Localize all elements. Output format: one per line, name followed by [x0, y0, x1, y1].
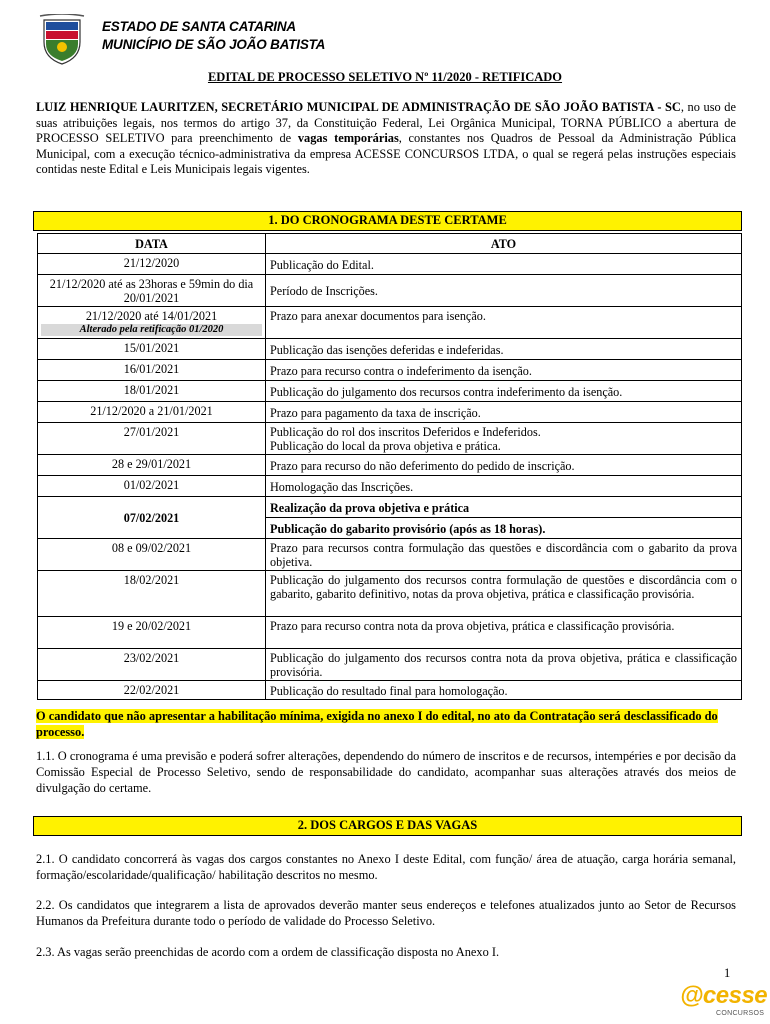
row-act: Prazo para recurso do não deferimento do pedido de inscrição. — [266, 455, 742, 476]
exam-act-2: Publicação do gabarito provisório (após as 18 horas). — [266, 518, 742, 539]
table-row — [38, 617, 742, 649]
row-date: 15/01/2021 — [38, 339, 266, 360]
table-row — [38, 423, 742, 455]
col-act-header: ATO — [266, 234, 742, 254]
table-header-row — [38, 234, 742, 254]
row-act: Prazo para anexar documentos para isenção. — [266, 307, 742, 339]
row-act: Publicação do rol dos inscritos Deferidos e Indeferidos. — [270, 425, 541, 439]
table-row — [38, 381, 742, 402]
table-row — [38, 476, 742, 497]
intro-bold-mid: vagas temporárias — [297, 131, 399, 146]
table-row — [38, 455, 742, 476]
row-act: Prazo para pagamento da taxa de inscrição. — [266, 402, 742, 423]
table-row — [38, 402, 742, 423]
row-date: 18/01/2021 — [38, 381, 266, 402]
row-act: Publicação do Edital. — [266, 254, 742, 275]
table-row-exam — [38, 497, 742, 518]
table-row — [38, 307, 742, 339]
row-act: Período de Inscrições. — [266, 275, 742, 307]
table-row — [38, 649, 742, 681]
row-act: Prazo para recurso contra o indeferimento da isenção. — [266, 360, 742, 381]
row-act-cell — [266, 423, 742, 455]
row-date: 21/12/2020 até as 23horas e 59min do dia 20/01/2021 — [38, 275, 266, 307]
habilitation-warning — [36, 708, 736, 740]
col-date-header: DATA — [38, 234, 266, 254]
row-act: Publicação do julgamento dos recursos contra formulação de questões e discordância com o gabarito, gabarito definitivo, notas da prova objetiva, prática e classificação provisória. — [266, 571, 742, 617]
row-date: 22/02/2021 — [38, 681, 266, 700]
row-act: Publicação do julgamento dos recursos contra indeferimento da isenção. — [266, 381, 742, 402]
schedule-table — [37, 233, 742, 700]
table-row — [38, 254, 742, 275]
intro-paragraph — [36, 100, 736, 178]
page-number: 1 — [724, 966, 731, 980]
document-title: EDITAL DE PROCESSO SELETIVO Nº 11/2020 - RETIFICADO — [207, 70, 563, 84]
exam-act-1: Realização da prova objetiva e prática — [266, 497, 742, 518]
municipal-crest-icon — [36, 14, 88, 66]
table-row — [38, 571, 742, 617]
retification-note: Alterado pela retificação 01/2020 — [41, 324, 262, 336]
row-date: 19 e 20/02/2021 — [38, 617, 266, 649]
table-row — [38, 360, 742, 381]
row-date: 16/01/2021 — [38, 360, 266, 381]
section-2-title: 2. DOS CARGOS E DAS VAGAS — [33, 816, 742, 836]
section-1-title: 1. DO CRONOGRAMA DESTE CERTAME — [33, 211, 742, 231]
header-state: ESTADO DE SANTA CATARINA — [102, 19, 296, 34]
row-act: Publicação das isenções deferidas e indeferidas. — [266, 339, 742, 360]
row-date: 21/12/2020 — [38, 254, 266, 275]
table-row — [38, 681, 742, 700]
row-act-secondary: Publicação do local da prova objetiva e prática. — [270, 439, 501, 453]
row-date: 27/01/2021 — [38, 423, 266, 455]
row-date: 08 e 09/02/2021 — [38, 539, 266, 571]
row-act: Homologação das Inscrições. — [266, 476, 742, 497]
row-date: 01/02/2021 — [38, 476, 266, 497]
row-date: 21/12/2020 até 14/01/2021 — [85, 309, 218, 323]
habilitation-warning-text: O candidato que não apresentar a habilitação mínima, exigida no anexo I do edital, no ato da Contratação será desclassificado do processo. — [36, 709, 718, 739]
table-row — [38, 339, 742, 360]
row-act: Prazo para recurso contra nota da prova objetiva, prática e classificação provisória. — [266, 617, 742, 649]
paragraph-2-3: 2.3. As vagas serão preenchidas de acordo com a ordem de classificação disposta no Anexo I. — [36, 945, 500, 959]
row-date-cell — [38, 307, 266, 339]
paragraph-1-1: 1.1. O cronograma é uma previsão e poderá sofrer alterações, dependendo do número de inscritos e de recursos, intempéries e por decisão da Comissão Especial de Processo Seletivo, sendo de responsabilidade do candidato, acompanhar suas alterações através dos meios de divulgação do certame. — [36, 749, 736, 795]
paragraph-2-2: 2.2. Os candidatos que integrarem a lista de aprovados deverão manter seus endereços e telefones atualizados junto ao Setor de Recursos Humanos da Prefeitura durante todo o período de validade do Processo Seletivo. — [36, 898, 736, 928]
table-row — [38, 539, 742, 571]
row-date: 28 e 29/01/2021 — [38, 455, 266, 476]
acesse-logo — [676, 982, 768, 1022]
logo-text: @cesse — [680, 982, 768, 1009]
row-date: 23/02/2021 — [38, 649, 266, 681]
row-date: 18/02/2021 — [38, 571, 266, 617]
row-act: Prazo para recursos contra formulação das questões e discordância com o gabarito da prova objetiva. — [266, 539, 742, 571]
paragraph-2-1: 2.1. O candidato concorrerá às vagas dos cargos constantes no Anexo I deste Edital, com função/ área de atuação, carga horária semanal, formação/escolaridade/qualificação/ habilitação descritos no mesmo. — [36, 852, 736, 882]
document-header — [36, 10, 736, 66]
intro-lead: LUIZ HENRIQUE LAURITZEN, SECRETÁRIO MUNICIPAL DE ADMINISTRAÇÃO DE SÃO JOÃO BATISTA - SC — [36, 100, 681, 114]
intro-text-a: , no uso de suas atribuições legais, nos termos do artigo 37, da Constituição Federal, Lei Orgânica Municipal, TORNA PÚBLICO a abertura de PROCESSO SELETIVO para preenchimento de — [36, 100, 736, 146]
table-row — [38, 275, 742, 307]
row-act: Publicação do julgamento dos recursos contra nota da prova objetiva, prática e classificação provisória. — [266, 649, 742, 681]
exam-date: 07/02/2021 — [38, 497, 266, 539]
intro-text-b: , constantes nos Quadros de Pessoal da Administração Pública Municipal, com a execução técnico-administrativa da empresa ACESSE CONCURSOS LTDA, o qual se regerá pelas instruções especiais contidas neste Edital e Leis Municipais legais vigentes. — [36, 131, 737, 177]
row-act: Publicação do resultado final para homologação. — [266, 681, 742, 700]
header-municipality: MUNICÍPIO DE SÃO JOÃO BATISTA — [102, 37, 326, 52]
logo-subtext: CONCURSOS — [716, 1010, 765, 1017]
row-date: 21/12/2020 a 21/01/2021 — [38, 402, 266, 423]
